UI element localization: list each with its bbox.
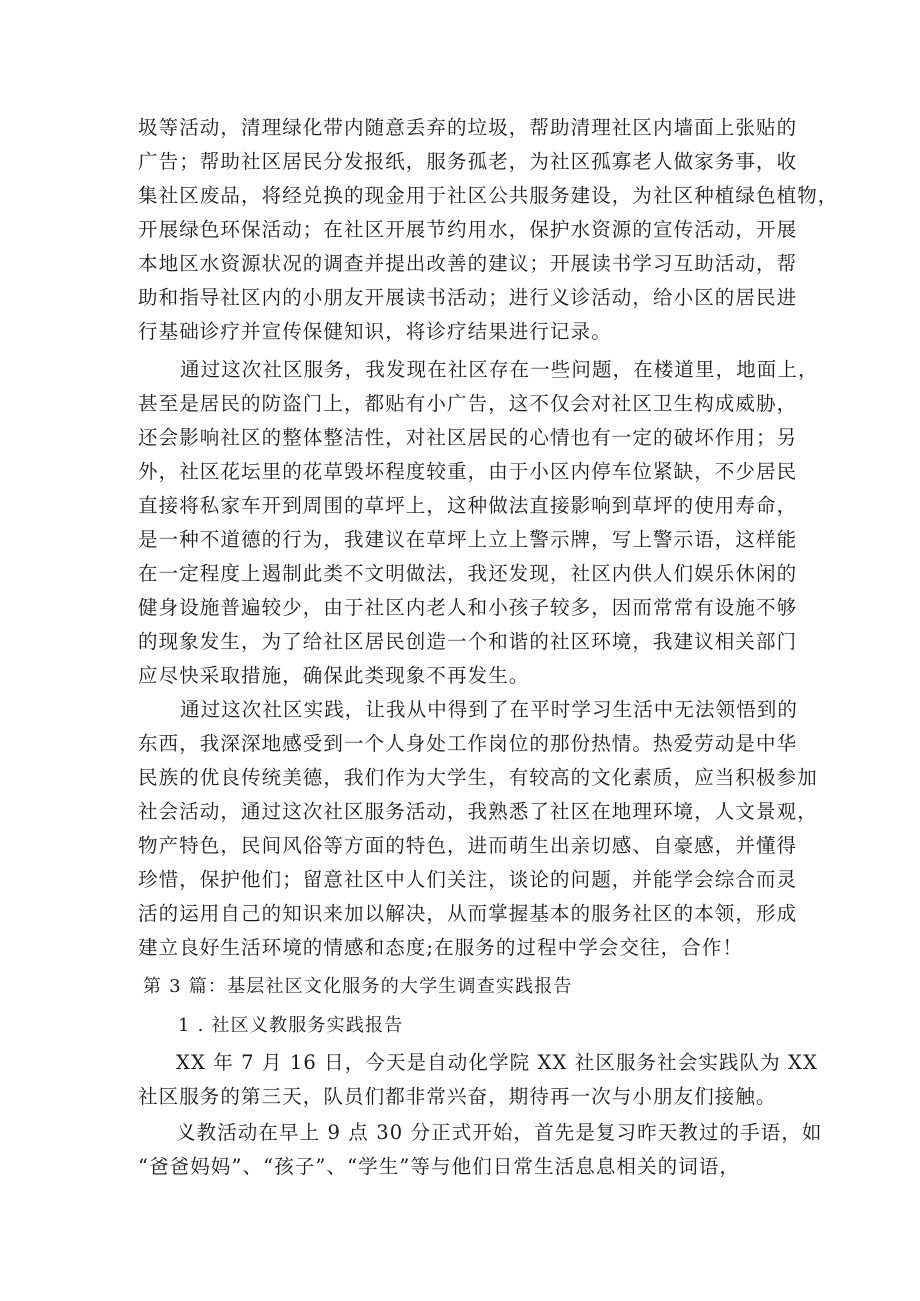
paragraph-practice-reflection xyxy=(138,693,818,965)
text-line: 建立良好生活环境的情感和态度;在服务的过程中学会交往，合作！ xyxy=(138,936,744,959)
text-line: 民族的优良传统美德，我们作为大学生，有较高的文化素质，应当积极参加 xyxy=(138,766,818,789)
text-line: 甚至是居民的防盗门上，都贴有小广告，这不仅会对社区卫生构成威胁， xyxy=(138,392,798,415)
text-line: 本地区水资源状况的调查并提出改善的建议；开展读书学习互助活动，帮 xyxy=(138,252,798,275)
text-line: “爸爸妈妈”、“孩子”、“学生”等与他们日常生活息息相关的词语， xyxy=(138,1155,741,1178)
text-line: 义教活动在早上 9 点 30 分正式开始，首先是复习昨天教过的手语，如 xyxy=(176,1121,823,1144)
text-line: 社区服务的第三天，队员们都非常兴奋，期待再一次与小朋友们接触。 xyxy=(138,1085,777,1108)
text-line: 活的运用自己的知识来加以解决，从而掌握基本的服务社区的本领，形成 xyxy=(138,902,798,925)
text-line: 行基础诊疗并宣传保健知识，将诊疗结果进行记录。 xyxy=(138,320,612,343)
text-line: XX 年 7 月 16 日，今天是自动化学院 XX 社区服务社会实践队为 XX xyxy=(176,1051,819,1074)
text-line: 集社区废品，将经兑换的现金用于社区公共服务建设，为社区种植绿色植物， xyxy=(138,184,839,207)
text-line: 应尽快采取措施，确保此类现象不再发生。 xyxy=(138,664,530,687)
text-line: 广告；帮助社区居民分发报纸，服务孤老，为社区孤寡老人做家务事，收 xyxy=(138,150,798,173)
text-line: 通过这次社区服务，我发现在社区存在一些问题，在楼道里，地面上， xyxy=(180,358,819,381)
text-line: 珍惜，保护他们；留意社区中人们关注，谈论的问题，并能学会综合而灵 xyxy=(138,868,798,891)
text-line: 圾等活动，清理绿化带内随意丢弃的垃圾，帮助清理社区内墙面上张贴的 xyxy=(138,116,798,139)
paragraph-report-intro xyxy=(138,1046,819,1114)
subsection-heading: 1 . 社区义教服务实践报告 xyxy=(178,1015,404,1036)
paragraph-community-problems xyxy=(138,353,819,693)
text-line: 在一定程度上遏制此类不文明做法，我还发现，社区内供人们娱乐休闲的 xyxy=(138,562,798,585)
text-line: 助和指导社区内的小朋友开展读书活动；进行义诊活动，给小区的居民进 xyxy=(138,286,798,309)
paragraph-teaching-activity xyxy=(138,1116,823,1184)
section-heading: 第 3 篇：基层社区文化服务的大学生调查实践报告 xyxy=(143,976,573,997)
text-line: 开展绿色环保活动；在社区开展节约用水，保护水资源的宣传活动，开展 xyxy=(138,218,798,241)
text-line: 通过这次社区实践，让我从中得到了在平时学习生活中无法领悟到的 xyxy=(180,698,799,721)
paragraph-community-activities xyxy=(138,111,839,349)
text-line: 的现象发生，为了给社区居民创造一个和谐的社区环境，我建议相关部门 xyxy=(138,630,798,653)
text-line: 物产特色，民间风俗等方面的特色，进而萌生出亲切感、自豪感，并懂得 xyxy=(138,834,798,857)
text-line: 健身设施普遍较少，由于社区内老人和小孩子较多，因而常常有设施不够 xyxy=(138,596,798,619)
text-line: 社会活动，通过这次社区服务活动，我熟悉了社区在地理环境，人文景观， xyxy=(138,800,818,823)
text-line: 还会影响社区的整体整洁性，对社区居民的心情也有一定的破坏作用；另 xyxy=(138,426,798,449)
text-line: 是一种不道德的行为，我建议在草坪上立上警示牌，写上警示语，这样能 xyxy=(138,528,798,551)
text-line: 东西，我深深地感受到一个人身处工作岗位的那份热情。热爱劳动是中华 xyxy=(138,732,798,755)
text-line: 外，社区花坛里的花草毁坏程度较重，由于小区内停车位紧缺，不少居民 xyxy=(138,460,798,483)
text-line: 直接将私家车开到周围的草坪上，这种做法直接影响到草坪的使用寿命， xyxy=(138,494,798,517)
